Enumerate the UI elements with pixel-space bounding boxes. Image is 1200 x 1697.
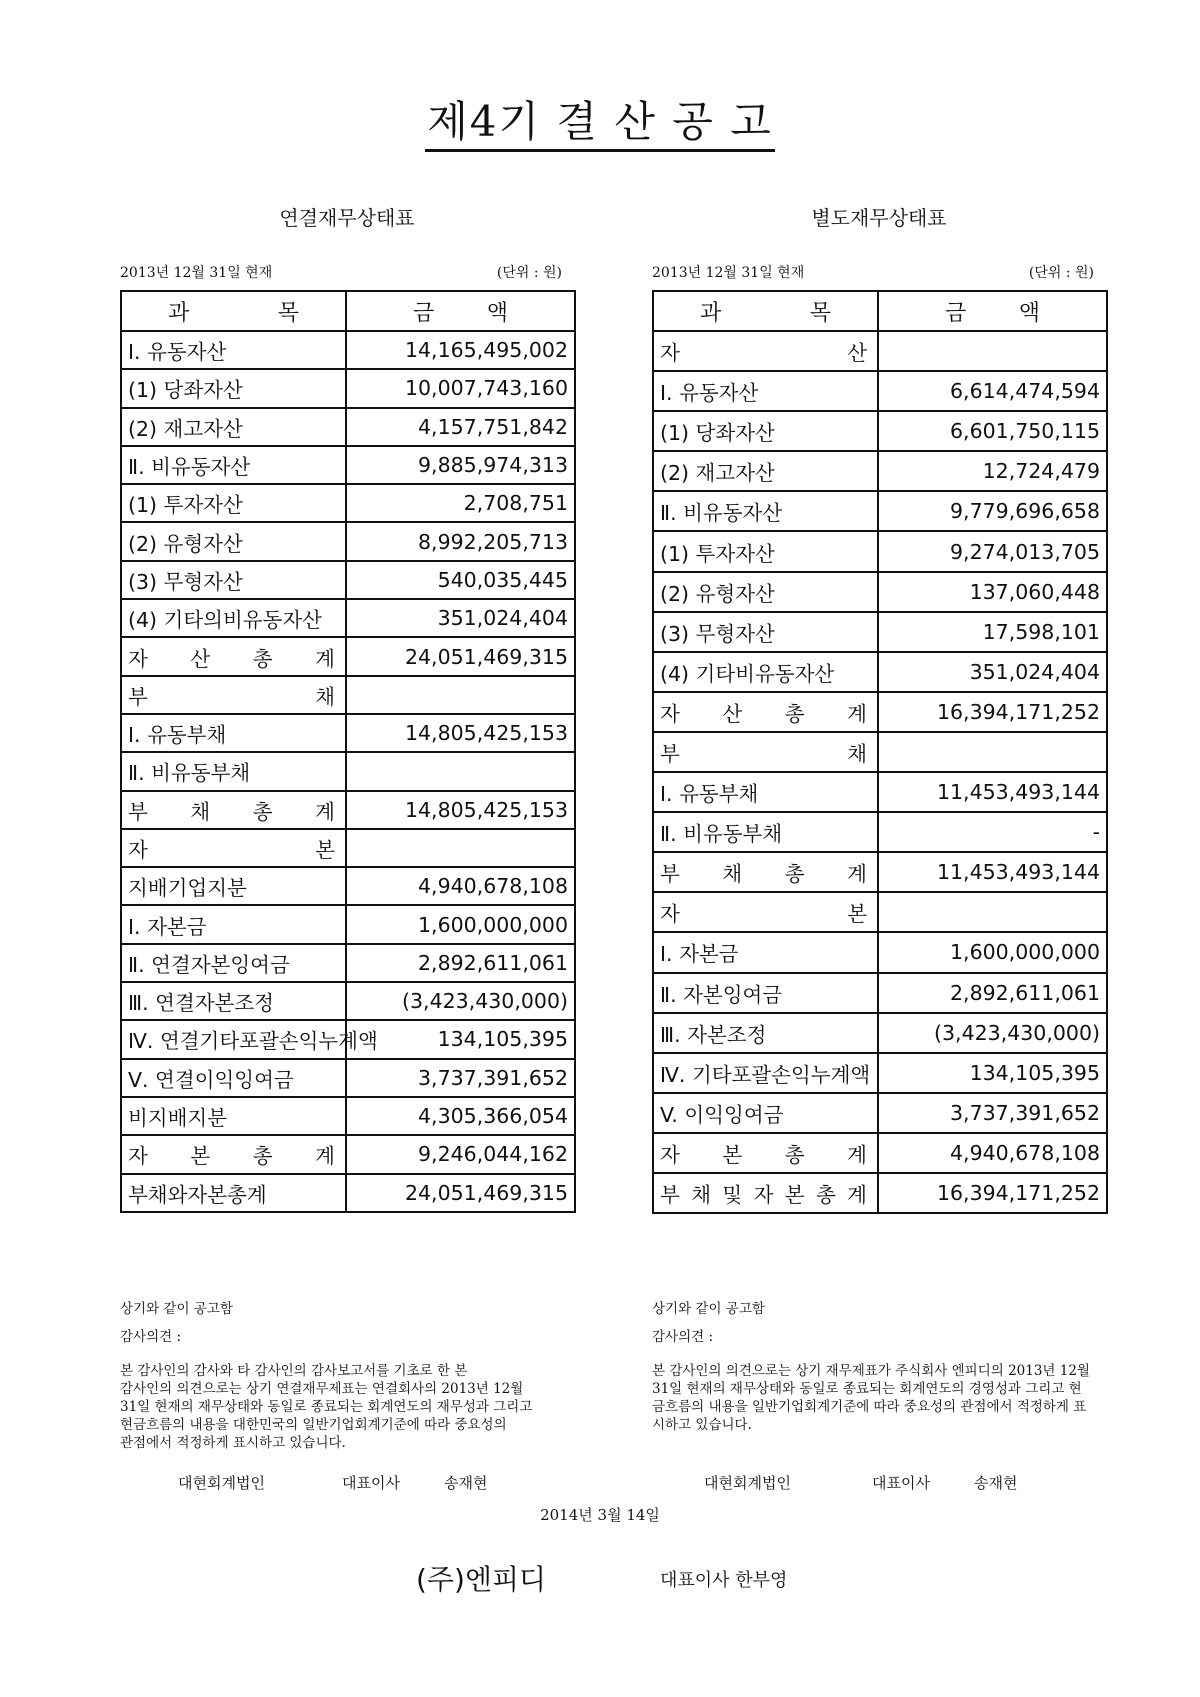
row-label: 자 본 — [121, 829, 346, 867]
row-amount: 3,737,391,652 — [346, 1059, 575, 1097]
row-amount: (3,423,430,000) — [878, 1013, 1107, 1053]
table-row — [121, 1135, 575, 1173]
row-label: Ⅱ. 비유동부채 — [653, 812, 878, 852]
row-label: Ⅰ. 자본금 — [121, 905, 346, 943]
table-row — [653, 772, 1107, 812]
row-amount: 24,051,469,315 — [346, 1174, 575, 1212]
row-amount — [878, 331, 1107, 371]
table-row — [653, 531, 1107, 571]
row-label: 자 본 총 계 — [121, 1135, 346, 1173]
row-amount: 2,708,751 — [346, 484, 575, 522]
opinion-line: 31일 현재의 재무상태와 동일로 종료되는 회계연도의 경영성과 그리고 현 — [652, 1381, 1082, 1397]
row-amount: 14,805,425,153 — [346, 791, 575, 829]
row-label: Ⅰ. 유동자산 — [653, 371, 878, 411]
table-row — [653, 1133, 1107, 1173]
table-row — [121, 714, 575, 752]
row-label: 자 산 — [653, 331, 878, 371]
column-header-amount: 금 액 — [878, 291, 1107, 331]
column-header-item: 과 목 — [121, 291, 346, 331]
table-row — [121, 867, 575, 905]
row-amount: 540,035,445 — [346, 561, 575, 599]
opinion-line: 31일 현재의 재무상태와 동일로 종료되는 회계연도의 재무성과 그리고 — [120, 1399, 533, 1415]
row-label: (2) 재고자산 — [653, 451, 878, 491]
row-amount: 351,024,404 — [878, 652, 1107, 692]
row-amount: 14,805,425,153 — [346, 714, 575, 752]
table-row — [121, 446, 575, 484]
table-row — [653, 612, 1107, 652]
row-amount: 11,453,493,144 — [878, 772, 1107, 812]
row-amount: 134,105,395 — [878, 1053, 1107, 1093]
row-label: 자 산 총 계 — [121, 637, 346, 675]
row-amount: 137,060,448 — [878, 572, 1107, 612]
row-amount: 24,051,469,315 — [346, 637, 575, 675]
table-row — [653, 1013, 1107, 1053]
table-row — [121, 522, 575, 560]
row-label: Ⅲ. 자본조정 — [653, 1013, 878, 1053]
company-ceo: 대표이사 한부영 — [660, 1570, 788, 1591]
table-header-row — [121, 291, 575, 331]
row-amount — [346, 676, 575, 714]
row-label: Ⅱ. 비유동부채 — [121, 752, 346, 790]
row-amount: (3,423,430,000) — [346, 982, 575, 1020]
row-label: (4) 기타의비유동자산 — [121, 599, 346, 637]
table-row — [121, 982, 575, 1020]
row-label: (3) 무형자산 — [121, 561, 346, 599]
row-label: Ⅱ. 자본잉여금 — [653, 973, 878, 1013]
table-row — [121, 484, 575, 522]
row-amount: 17,598,101 — [878, 612, 1107, 652]
row-label: 자 산 총 계 — [653, 692, 878, 732]
row-amount: 4,940,678,108 — [878, 1133, 1107, 1173]
row-amount: 4,940,678,108 — [346, 867, 575, 905]
table-body — [121, 331, 575, 1212]
notice-text: 상기와 같이 공고함 — [120, 1301, 233, 1317]
panel-title: 연결재무상태표 — [279, 206, 415, 230]
row-amount: 1,600,000,000 — [346, 905, 575, 943]
table-row — [653, 932, 1107, 972]
table-row — [653, 1093, 1107, 1133]
row-label: Ⅱ. 연결자본잉여금 — [121, 944, 346, 982]
rep-name: 송재현 — [974, 1474, 1018, 1492]
page-title: 제4기 결 산 공 고 — [0, 96, 1200, 152]
row-amount: 3,737,391,652 — [878, 1093, 1107, 1133]
auditor-name: 대현회계법인 — [704, 1474, 791, 1492]
row-label: Ⅱ. 비유동자산 — [121, 446, 346, 484]
table-row — [121, 1174, 575, 1212]
row-amount: 16,394,171,252 — [878, 692, 1107, 732]
row-label: (1) 당좌자산 — [121, 369, 346, 407]
row-amount — [346, 829, 575, 867]
row-amount: - — [878, 812, 1107, 852]
table-row — [653, 451, 1107, 491]
row-label: Ⅰ. 유동부채 — [653, 772, 878, 812]
row-label: 부 채 총 계 — [121, 791, 346, 829]
as-of-date: 2013년 12월 31일 현재 — [652, 265, 805, 281]
table-row — [121, 561, 575, 599]
table-row — [653, 692, 1107, 732]
row-amount: 9,274,013,705 — [878, 531, 1107, 571]
column-header-amount: 금 액 — [346, 291, 575, 331]
table-row — [653, 572, 1107, 612]
opinion-line: 본 감사인의 감사와 타 감사인의 감사보고서를 기초로 한 본 — [120, 1363, 468, 1379]
table-row — [653, 371, 1107, 411]
row-label: (2) 재고자산 — [121, 408, 346, 446]
row-label: Ⅴ. 연결이익잉여금 — [121, 1059, 346, 1097]
row-label: 부 채 — [121, 676, 346, 714]
rep-title: 대표이사 — [342, 1474, 400, 1492]
row-amount — [878, 732, 1107, 772]
row-amount: 10,007,743,160 — [346, 369, 575, 407]
row-label: 부 채 및 자 본 총 계 — [653, 1173, 878, 1213]
row-label: Ⅳ. 기타포괄손익누계액 — [653, 1053, 878, 1093]
panel-title: 별도재무상태표 — [811, 206, 947, 230]
table-header-row — [653, 291, 1107, 331]
column-header-item: 과 목 — [653, 291, 878, 331]
rep-name: 송재현 — [444, 1474, 488, 1492]
row-label: 자 본 — [653, 892, 878, 932]
row-amount: 12,724,479 — [878, 451, 1107, 491]
table-row — [653, 812, 1107, 852]
table-row — [121, 905, 575, 943]
unit-label: (단위 : 원) — [496, 265, 562, 281]
table-row — [121, 752, 575, 790]
date-line — [652, 262, 1106, 282]
audit-opinion — [652, 1362, 1106, 1434]
row-label: 부 채 총 계 — [653, 852, 878, 892]
announcement-date: 2014년 3월 14일 — [540, 1506, 660, 1524]
table-row — [653, 491, 1107, 531]
row-amount: 9,885,974,313 — [346, 446, 575, 484]
opinion-line: 시하고 있습니다. — [652, 1417, 752, 1433]
row-amount: 11,453,493,144 — [878, 852, 1107, 892]
row-label: Ⅳ. 연결기타포괄손익누계액 — [121, 1020, 346, 1058]
row-label: (4) 기타비유동자산 — [653, 652, 878, 692]
table-row — [121, 369, 575, 407]
row-label: (1) 투자자산 — [653, 531, 878, 571]
row-amount — [878, 892, 1107, 932]
row-label: Ⅰ. 유동부채 — [121, 714, 346, 752]
row-amount — [346, 752, 575, 790]
opinion-label: 감사의견 : — [652, 1329, 714, 1345]
table-row — [121, 599, 575, 637]
row-amount: 6,601,750,115 — [878, 411, 1107, 451]
row-amount: 9,779,696,658 — [878, 491, 1107, 531]
row-label: Ⅰ. 자본금 — [653, 932, 878, 972]
table-row — [121, 637, 575, 675]
row-label: (1) 당좌자산 — [653, 411, 878, 451]
row-amount: 6,614,474,594 — [878, 371, 1107, 411]
as-of-date: 2013년 12월 31일 현재 — [120, 265, 273, 281]
row-amount: 1,600,000,000 — [878, 932, 1107, 972]
row-label: Ⅲ. 연결자본조정 — [121, 982, 346, 1020]
table-row — [121, 1020, 575, 1058]
row-label: (1) 투자자산 — [121, 484, 346, 522]
opinion-line: 금흐름의 내용을 일반기업회계기준에 따라 중요성의 관점에서 적정하게 표 — [652, 1399, 1087, 1415]
rep-title: 대표이사 — [872, 1474, 930, 1492]
row-amount: 14,165,495,002 — [346, 331, 575, 369]
table-row — [121, 408, 575, 446]
auditor-name: 대현회계법인 — [178, 1474, 265, 1492]
row-amount: 134,105,395 — [346, 1020, 575, 1058]
table-row — [121, 331, 575, 369]
unit-label: (단위 : 원) — [1028, 265, 1094, 281]
table-row — [121, 1097, 575, 1135]
table-row — [653, 1173, 1107, 1213]
table-row — [121, 791, 575, 829]
row-label: (3) 무형자산 — [653, 612, 878, 652]
row-label: V. 이익잉여금 — [653, 1093, 878, 1133]
row-amount: 9,246,044,162 — [346, 1135, 575, 1173]
row-amount: 2,892,611,061 — [878, 973, 1107, 1013]
row-label: (2) 유형자산 — [121, 522, 346, 560]
table-row — [121, 944, 575, 982]
row-amount: 16,394,171,252 — [878, 1173, 1107, 1213]
row-label: 부 채 — [653, 732, 878, 772]
table-body — [653, 331, 1107, 1213]
table-row — [653, 892, 1107, 932]
row-label: Ⅰ. 유동자산 — [121, 331, 346, 369]
audit-opinion — [120, 1362, 574, 1452]
table-row — [653, 411, 1107, 451]
row-label: Ⅱ. 비유동자산 — [653, 491, 878, 531]
opinion-line: 관점에서 적정하게 표시하고 있습니다. — [120, 1435, 346, 1451]
table-row — [653, 852, 1107, 892]
table-row — [653, 1053, 1107, 1093]
table-row — [653, 732, 1107, 772]
balance-table — [652, 290, 1108, 1214]
table-row — [653, 973, 1107, 1013]
opinion-line: 본 감사인의 의견으로는 상기 재무제표가 주식회사 엔피디의 2013년 12월 — [652, 1363, 1090, 1379]
row-label: 지배기업지분 — [121, 867, 346, 905]
row-amount: 4,305,366,054 — [346, 1097, 575, 1135]
row-amount: 2,892,611,061 — [346, 944, 575, 982]
table-row — [121, 676, 575, 714]
row-amount: 351,024,404 — [346, 599, 575, 637]
table-row — [653, 331, 1107, 371]
table-row — [121, 829, 575, 867]
notice-text: 상기와 같이 공고함 — [652, 1301, 765, 1317]
row-label: 자 본 총 계 — [653, 1133, 878, 1173]
date-line — [120, 262, 574, 282]
row-amount: 4,157,751,842 — [346, 408, 575, 446]
company-name: (주)엔피디 — [416, 1563, 547, 1596]
row-label: 부채와자본총계 — [121, 1174, 346, 1212]
row-amount: 8,992,205,713 — [346, 522, 575, 560]
opinion-line: 감사인의 의견으로는 상기 연결재무제표는 연결회사의 2013년 12월 — [120, 1381, 524, 1397]
opinion-label: 감사의견 : — [120, 1329, 182, 1345]
row-label: 비지배지분 — [121, 1097, 346, 1135]
row-label: (2) 유형자산 — [653, 572, 878, 612]
balance-table — [120, 290, 576, 1213]
table-row — [653, 652, 1107, 692]
table-row — [121, 1059, 575, 1097]
opinion-line: 현금흐름의 내용을 대한민국의 일반기업회계기준에 따라 중요성의 — [120, 1417, 507, 1433]
